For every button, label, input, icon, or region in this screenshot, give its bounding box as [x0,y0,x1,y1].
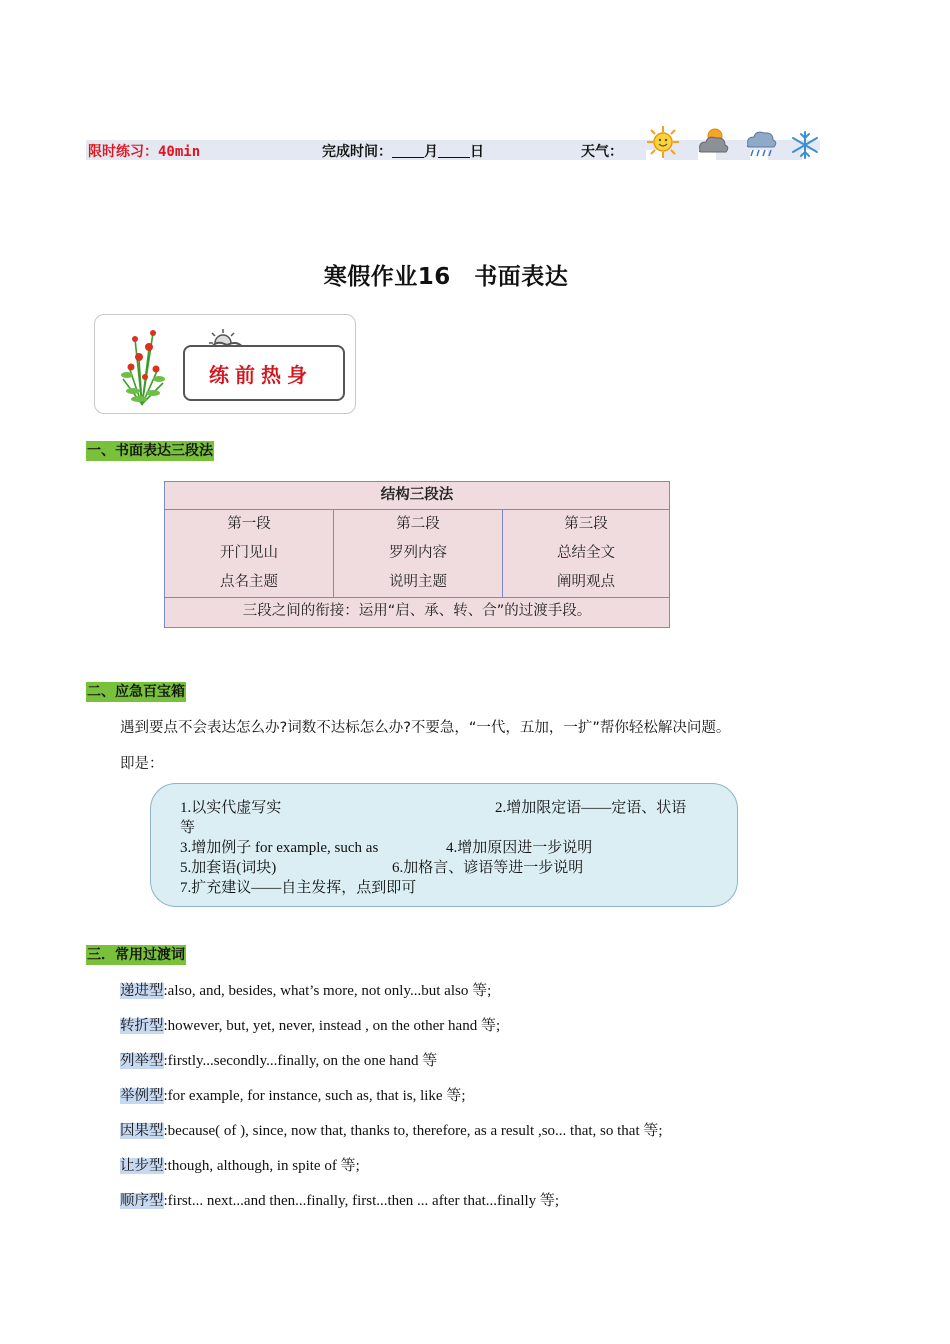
transition-item: 转折型:however, but, yet, never, instead , on the other hand 等; [120,1018,501,1034]
table-column: 第二段 罗列内容 说明主题 [334,510,503,598]
transition-type: 递进型 [120,983,164,999]
section-heading-1: 一、书面表达三段法 [87,443,213,459]
day-blank[interactable] [438,144,470,158]
section2-intro: 遇到要点不会表达怎么办?词数不达标怎么办?不要急，“一代，五加，一扩”帮你轻松解决问题。 [120,720,731,736]
table-column: 第三段 总结全文 阐明观点 [503,510,670,598]
transition-type: 转折型 [120,1018,164,1034]
warmup-label-box [183,345,345,401]
section-heading-2: 二、应急百宝箱 [87,684,185,700]
page-title: 寒假作业16 书面表达 [323,264,569,290]
tip-item: 2.增加限定语——定语、状语 [495,800,687,816]
month-blank[interactable] [392,144,424,158]
warmup-banner [94,314,356,414]
tip-item: 4.增加原因进一步说明 [446,840,593,856]
tip-item-continued: 等 [180,820,196,836]
flower-icon [109,319,175,407]
transition-item: 递进型:also, and, besides, what’s more, not only...but also 等; [120,983,492,999]
tip-item: 5.加套语(词块) [180,860,277,876]
tip-item: 1.以实代虚写实 [180,800,282,816]
transition-item: 顺序型:first... next...and then...finally, first...then ... after that...finally 等; [120,1193,560,1209]
transition-item: 因果型:because( of ), since, now that, thanks to, therefore, as a result ,so... that, so that 等; [120,1123,663,1139]
transition-item: 举例型:for example, for instance, such as, that is, like 等; [120,1088,466,1104]
three-paragraph-table [164,481,670,628]
partly-cloudy-icon[interactable] [695,126,731,158]
transition-type: 列举型 [120,1053,164,1069]
warmup-label: 练前热身 [209,363,313,387]
tip-item: 3.增加例子 for example, such as [180,840,379,856]
tip-item: 7.扩充建议——自主发挥，点到即可 [180,880,417,896]
sun-icon[interactable] [645,125,681,159]
transition-type: 让步型 [120,1158,164,1174]
tips-box [150,783,738,907]
transition-item: 让步型:though, although, in spite of 等; [120,1158,360,1174]
table-footer: 三段之间的衔接：运用“启、承、转、合”的过渡手段。 [165,598,670,628]
section2-lead: 即是： [120,756,164,772]
table-column: 第一段 开门见山 点名主题 [165,510,334,598]
transition-type: 举例型 [120,1088,164,1104]
time-limit: 限时练习：40min [88,144,201,160]
transition-item: 列举型:firstly...secondly...finally, on the one hand 等 [120,1053,438,1069]
completion-time: 完成时间： 月 日 [322,144,484,160]
section-heading-3: 三．常用过渡词 [87,947,185,963]
table-header: 结构三段法 [165,482,670,510]
snowflake-icon[interactable] [790,130,820,160]
weather-label: 天气： [581,144,623,160]
tip-item: 6.加格言、谚语等进一步说明 [392,860,584,876]
transition-type: 顺序型 [120,1193,164,1209]
rain-cloud-icon[interactable] [744,128,778,160]
transition-type: 因果型 [120,1123,164,1139]
